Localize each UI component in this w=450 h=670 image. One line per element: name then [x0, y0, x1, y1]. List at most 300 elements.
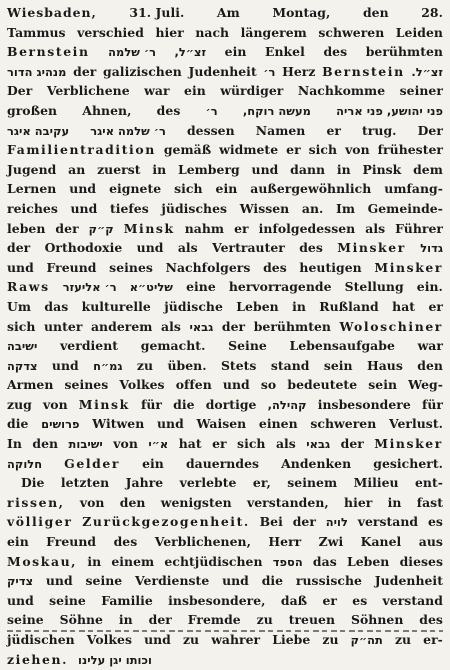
word: zu — [182, 632, 200, 647]
word: sich — [308, 142, 338, 158]
word: er — [212, 436, 227, 452]
word: גבאי — [189, 319, 214, 334]
word: den — [417, 357, 443, 373]
word: stand — [270, 357, 310, 373]
text-line — [7, 62, 443, 82]
word: Führer — [395, 220, 443, 236]
word: verstanden, — [246, 494, 329, 510]
word: gemäß — [163, 142, 212, 158]
text-line — [7, 101, 443, 121]
word: in — [336, 161, 351, 177]
word: der — [292, 514, 316, 530]
word: den — [32, 436, 59, 452]
text-line — [7, 434, 443, 454]
word: tiefes — [109, 200, 149, 216]
word: von — [113, 436, 138, 452]
word: und — [7, 259, 34, 275]
word: jüdische — [164, 298, 223, 314]
text-line — [7, 160, 443, 180]
word: und — [70, 200, 98, 216]
word: Nachkomme — [297, 83, 386, 99]
word: reiches — [7, 200, 58, 216]
word: letzten — [60, 475, 110, 491]
word: längerem — [240, 24, 307, 40]
word: völliger — [7, 514, 73, 530]
word: Moskau, — [7, 553, 78, 569]
word: verschied — [77, 24, 144, 40]
word: und — [156, 416, 184, 432]
word: er — [322, 592, 337, 608]
word: 31. Juli. — [129, 5, 185, 20]
word: in — [387, 494, 402, 510]
word: er- — [423, 632, 443, 647]
word: in — [152, 161, 167, 177]
article-text — [7, 3, 443, 669]
word: Judenheit — [188, 63, 257, 79]
word: dauerndes — [185, 455, 260, 471]
word: Wissen — [239, 200, 290, 216]
word: der — [7, 240, 31, 256]
word: und — [51, 357, 79, 373]
word: seinem — [287, 475, 338, 491]
word: unter — [44, 318, 83, 334]
word: Milieu — [353, 475, 399, 491]
word: außergewöhnlich — [250, 181, 372, 197]
word: es — [427, 514, 443, 530]
word: dessen — [186, 122, 235, 138]
word: Verdienste — [135, 573, 210, 589]
word: berühmten — [365, 44, 443, 60]
word: daß — [280, 592, 308, 608]
word: in — [292, 298, 306, 314]
word: die — [261, 573, 284, 589]
word: 28. — [421, 5, 443, 20]
word: des — [323, 44, 348, 60]
word: Waisen — [196, 416, 247, 432]
word: ישיבה — [7, 339, 38, 354]
text-line — [7, 375, 443, 395]
word: Minsker — [337, 240, 406, 256]
word: Haus — [366, 357, 403, 373]
word: nach — [195, 24, 230, 40]
word: verstand — [382, 592, 443, 608]
word: Stets — [220, 357, 257, 373]
word: Freund — [46, 259, 97, 275]
text-line — [7, 395, 443, 415]
word: Lernen — [7, 181, 57, 197]
text-line — [7, 610, 443, 630]
word: Zwi — [318, 534, 344, 550]
word: umfang- — [384, 181, 443, 197]
text-line — [7, 238, 443, 258]
word: des — [113, 534, 138, 550]
text-line — [7, 356, 443, 376]
word: großen — [7, 102, 58, 118]
word: hat — [178, 436, 202, 452]
word: und — [69, 181, 97, 197]
word: ein — [142, 455, 164, 471]
word: die — [173, 396, 195, 412]
word: war — [417, 338, 443, 354]
word: zu — [394, 632, 412, 647]
word: In — [7, 436, 22, 452]
word: verstand — [357, 514, 419, 530]
word: seines — [109, 259, 153, 275]
word: Um — [7, 298, 32, 314]
word: hier — [344, 494, 373, 510]
word: ר׳ — [263, 64, 276, 79]
word: ein — [215, 181, 238, 197]
text-line — [7, 552, 443, 572]
word: Leben — [236, 298, 279, 314]
word: der — [221, 318, 246, 334]
word: ישיבות — [68, 437, 103, 452]
word: Armen — [7, 377, 54, 393]
text-line — [7, 591, 443, 611]
word: dortige — [205, 396, 257, 412]
word: Söhne — [59, 612, 103, 628]
word: und — [222, 573, 249, 589]
word: Judenheit — [374, 573, 443, 589]
word: berühmten — [253, 318, 331, 334]
word: ר׳ אליעזר — [62, 280, 117, 295]
word: er — [286, 142, 301, 158]
word: anderem — [90, 318, 153, 334]
word: gesichert. — [373, 455, 443, 471]
text-line — [7, 42, 443, 62]
text-line — [7, 493, 443, 513]
word: Herz — [282, 63, 316, 79]
word: Gemeinde- — [367, 200, 443, 216]
word: in — [118, 612, 133, 628]
word: hier — [155, 24, 184, 40]
word: eignete — [109, 181, 162, 197]
word: aus — [418, 534, 443, 550]
word: den — [362, 5, 389, 20]
word: seine — [49, 592, 86, 608]
word: Minsker — [374, 436, 443, 452]
word: von — [79, 494, 105, 510]
word: sich — [174, 181, 203, 197]
word: und — [144, 632, 171, 647]
word: sein — [323, 357, 353, 373]
word: infolgedessen — [258, 220, 356, 236]
word: Pinsk — [362, 161, 402, 177]
word: rissen, — [7, 494, 65, 510]
cut-off-next-line — [7, 630, 443, 634]
word: der — [340, 436, 364, 452]
word: ר׳ שלמה — [108, 45, 156, 60]
word: Jahre — [125, 475, 164, 491]
word: jüdischen — [7, 632, 75, 647]
word: זצ״ל. — [411, 64, 443, 79]
word: er — [326, 122, 341, 138]
word: trug. — [362, 122, 397, 138]
word: des — [156, 102, 181, 118]
text-line — [7, 258, 443, 278]
word: fast — [416, 494, 443, 510]
word: לויה — [325, 515, 348, 530]
word: א״י — [148, 437, 169, 452]
word: קהילה, — [267, 397, 307, 412]
word: wahrer — [211, 632, 261, 647]
word: Seine — [228, 338, 267, 354]
word: einem — [111, 553, 155, 569]
word: Fremde — [187, 612, 241, 628]
text-line — [7, 336, 443, 356]
word: Andenken — [281, 455, 352, 471]
word: eine — [186, 279, 216, 295]
word: Namen — [255, 122, 306, 138]
word: ent- — [415, 475, 443, 491]
word: insbesondere, — [168, 592, 266, 608]
word: Zurückgezogenheit. — [82, 514, 250, 530]
word: Enkel — [264, 44, 305, 60]
text-line — [7, 317, 443, 337]
word: verlebte — [179, 475, 237, 491]
word: des — [299, 240, 323, 256]
word: Woloschiner — [339, 318, 443, 334]
word: er, — [252, 475, 271, 491]
word: Verblichenen, — [154, 534, 251, 550]
word: Stellung — [344, 279, 404, 295]
word: Freund — [46, 534, 97, 550]
word: heutigen — [299, 259, 362, 275]
word: Verlust. — [388, 416, 443, 432]
word: als — [161, 318, 181, 334]
word: der — [73, 63, 97, 79]
word: Weg- — [408, 377, 443, 393]
word: der — [148, 612, 172, 628]
word: kulturelle — [81, 298, 151, 314]
word: גבאי — [306, 437, 331, 452]
word: ein — [7, 534, 29, 550]
word: וכותו יגן עלינו — [78, 652, 152, 667]
word: und — [251, 161, 279, 177]
word: Herr — [268, 534, 302, 550]
word: leben — [7, 220, 46, 236]
word: פני יהושע, פני אריה — [336, 103, 443, 118]
word: schweren — [318, 24, 385, 40]
word: für — [421, 396, 443, 412]
word: Leben — [346, 553, 390, 569]
text-line — [7, 297, 443, 317]
word: für — [140, 396, 162, 412]
word: dem — [413, 161, 443, 177]
text-line — [7, 199, 443, 219]
word: die — [7, 416, 29, 432]
word: Minsker — [374, 259, 443, 275]
word: Söhnen — [350, 612, 404, 628]
word: echtjüdischen — [164, 553, 263, 569]
word: er — [428, 298, 443, 314]
word: עקיבה איגר — [7, 123, 70, 138]
word: nahm — [184, 220, 225, 236]
word: Familientradition — [7, 142, 156, 158]
word: שליט״א — [129, 280, 173, 295]
word: insbesondere — [317, 396, 411, 412]
word: Witwen — [92, 416, 145, 432]
word: ein — [184, 83, 206, 99]
word: des — [419, 612, 443, 628]
word: צדיק — [7, 574, 34, 589]
word: Bernstein — [7, 44, 90, 60]
word: Gelder — [64, 455, 121, 471]
word: זצ״ל, — [174, 45, 207, 60]
word: sich — [7, 318, 36, 334]
word: der — [55, 220, 79, 236]
word: verdient — [60, 338, 119, 354]
word: hervorragende — [228, 279, 332, 295]
word: Minsk — [123, 220, 175, 236]
word: Volkes — [86, 632, 132, 647]
word: חלוקה — [7, 456, 43, 471]
word: als — [275, 436, 296, 452]
word: Montag, — [272, 5, 331, 20]
text-line — [7, 532, 443, 552]
word: er — [234, 220, 249, 236]
word: Der — [417, 122, 443, 138]
word: jüdisches — [161, 200, 228, 216]
word: den — [119, 494, 146, 510]
word: wenigsten — [160, 494, 232, 510]
word: Bei — [259, 514, 283, 530]
text-line — [7, 23, 443, 43]
word: גדול — [420, 241, 443, 256]
word: das — [44, 298, 69, 314]
word: dann — [290, 161, 326, 177]
word: sein — [368, 377, 398, 393]
word: מנהיג הדור — [7, 64, 67, 79]
word: üben. — [167, 357, 207, 373]
word: ein — [224, 44, 247, 60]
word: seiner — [399, 83, 443, 99]
word: Die — [21, 475, 45, 491]
word: an. — [301, 200, 324, 216]
word: zu — [256, 612, 273, 628]
word: schweren — [310, 416, 377, 432]
word: ק״ק — [88, 221, 114, 236]
word: zu — [136, 357, 154, 373]
text-line — [7, 219, 443, 239]
text-line — [7, 650, 443, 670]
word: Lemberg — [177, 161, 240, 177]
word: zuerst — [97, 161, 141, 177]
word: das — [312, 553, 337, 569]
word: bedeutete — [287, 377, 358, 393]
word: seine — [85, 573, 123, 589]
word: Kanel — [360, 534, 402, 550]
word: מעשה רוקח, — [242, 103, 311, 118]
text-line — [7, 81, 443, 101]
word: von — [43, 396, 68, 412]
word: zug — [7, 396, 32, 412]
word: als — [177, 240, 198, 256]
word: von — [345, 142, 370, 158]
text-line — [7, 512, 443, 532]
word: Tammus — [7, 24, 66, 40]
word: galizischen — [103, 63, 182, 79]
word: Der — [7, 83, 33, 99]
word: ר׳ שלמה איגר — [90, 123, 166, 138]
word: war — [144, 83, 170, 99]
word: treuen — [288, 612, 336, 628]
word: es — [352, 592, 368, 608]
word: ziehen. — [7, 651, 69, 667]
word: Volkes — [119, 377, 165, 393]
word: Rußland — [319, 298, 379, 314]
word: Leiden — [395, 24, 443, 40]
text-line — [7, 414, 443, 434]
word: Raws — [7, 279, 50, 295]
word: hat — [392, 298, 416, 314]
word: einen — [258, 416, 298, 432]
word: Orthodoxie — [44, 240, 123, 256]
text-line — [7, 454, 443, 474]
word: פרושים — [41, 417, 80, 432]
word: Bernstein — [322, 63, 405, 79]
word: und — [222, 377, 250, 393]
word: צדקה — [7, 358, 38, 373]
word: ר׳ — [205, 103, 218, 118]
word: des — [263, 259, 287, 275]
word: Verblichene — [46, 83, 130, 99]
word: Familie — [101, 592, 153, 608]
word: frühester — [377, 142, 443, 158]
word: Ahnen, — [82, 102, 132, 118]
text-line — [7, 140, 443, 160]
word: so — [260, 377, 277, 393]
word: würdiger — [220, 83, 284, 99]
word: גמ״ח — [93, 358, 123, 373]
word: dieses — [399, 553, 443, 569]
word: widmete — [219, 142, 279, 158]
word: und — [45, 573, 73, 589]
word: Liebe — [272, 632, 311, 647]
word: gemacht. — [140, 338, 206, 354]
word: Minsk — [78, 396, 130, 412]
word: an — [68, 161, 86, 177]
word: und — [7, 592, 34, 608]
word: russische — [295, 573, 362, 589]
text-line — [7, 473, 443, 493]
text-line — [7, 121, 443, 141]
text-line — [7, 3, 443, 23]
word: הספד — [272, 554, 303, 569]
word: seines — [64, 377, 109, 393]
word: zu — [322, 632, 339, 647]
cut-off-ink — [7, 630, 443, 632]
word: Nachfolgers — [165, 259, 251, 275]
word: sich — [237, 436, 266, 452]
text-line — [7, 277, 443, 297]
word: תה״ק — [350, 633, 383, 647]
word: Lebensaufgabe — [289, 338, 395, 354]
word: Jugend — [7, 161, 57, 177]
text-line — [7, 179, 443, 199]
word: seine — [7, 612, 44, 628]
word: Im — [335, 200, 355, 216]
word: Wiesbaden, — [7, 5, 97, 20]
word: ein. — [416, 279, 443, 295]
word: als — [365, 220, 386, 236]
word: und — [136, 240, 164, 256]
word: Vertrauter — [212, 240, 285, 256]
word: Am — [216, 5, 240, 20]
word: offen — [175, 377, 212, 393]
text-line — [7, 571, 443, 591]
word: in — [87, 553, 102, 569]
